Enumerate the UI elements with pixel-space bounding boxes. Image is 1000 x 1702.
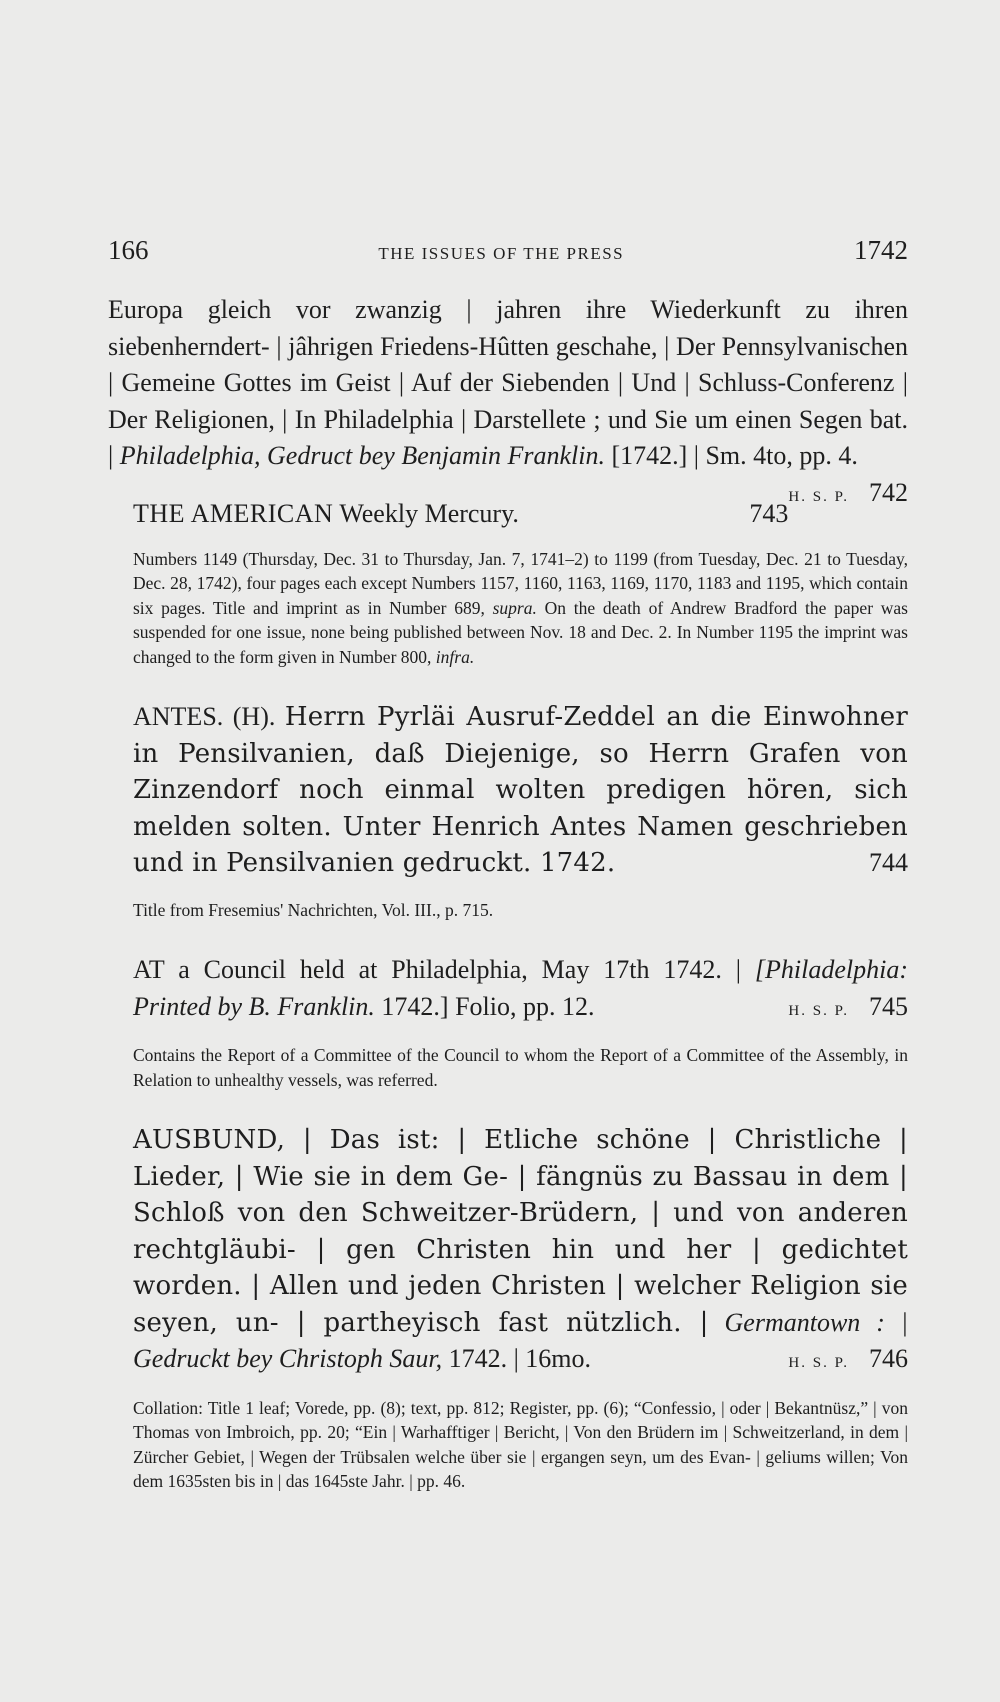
entry-744-text: Herrn Pyrläi Ausruf-Zeddel an die Einwohner in Pensilvanien, daß Diejenige, so Herrn Grafen von Zinzendorf noch einmal wolten predigen hören, sich melden solten. Unter Henrich Antes Namen geschrieben und in Pensilvanien gedruckt. 1742. bbox=[133, 702, 908, 878]
entry-745-note: Contains the Report of a Committee of the Council to whom the Report of a Committee of the Assembly, in Relation to unhealthy vessels, was referred. bbox=[133, 1045, 908, 1090]
page-body bbox=[108, 292, 908, 1494]
entry-742 bbox=[108, 292, 908, 507]
entry-742-text: Europa gleich vor zwanzig | jahren ihre Wiederkunft zu ihren siebenherndert- | jâhrigen Friedens-Hûtten geschahe, | Der Pennsylvanischen | Gemeine Gottes im Geist | Auf der Siebenden | Und | Schluss-Conferenz | Der Religionen, | In Philadelphia | Darstellete ; und Sie um einen Segen bat. | bbox=[108, 295, 908, 470]
entry-746-text: AUSBUND, | Das ist: | Etliche schöne | Christliche | Lieder, | Wie sie in dem Ge- | fängnüs zu Bassau in dem | Schloß von den Schweitzer-Brüdern, | und von anderen rechtgläubi- | gen Christen hin und her | gedichtet worden. | Allen und jeden Christen | welcher Religion sie seyen, un- | partheyisch fast nützlich. | bbox=[133, 1125, 908, 1338]
entry-743-note bbox=[108, 547, 908, 670]
entry-743-title-rest: Weekly Mercury. bbox=[339, 498, 519, 528]
entry-743-title-caps: THE AMERICAN bbox=[133, 498, 334, 528]
entry-744 bbox=[108, 699, 908, 882]
entry-746 bbox=[108, 1122, 908, 1378]
entry-742-imprint: Philadelphia, Gedruct bey Benjamin Franklin. bbox=[119, 441, 605, 470]
entry-746-imprint: Germantown : | Gedruckt bey Christoph Saur, bbox=[133, 1307, 908, 1373]
entry-744-number: 744 bbox=[869, 848, 908, 877]
running-title: THE ISSUES OF THE PRESS bbox=[378, 244, 625, 263]
entry-742-tail: [1742.] | Sm. 4to, pp. 4. bbox=[611, 441, 858, 470]
page-number: 166 bbox=[108, 235, 149, 265]
entry-746-number: 746 bbox=[869, 1344, 908, 1373]
entry-745-location: H. S. P. bbox=[788, 1002, 849, 1019]
entry-743-number: 743 bbox=[749, 498, 789, 528]
entry-745-imprint: [Philadelphia: Printed by B. Franklin. bbox=[133, 955, 909, 1021]
entry-743-note-infra: infra. bbox=[435, 646, 475, 667]
entry-746-tail: 1742. | 16mo. bbox=[448, 1344, 592, 1373]
entry-743-title bbox=[108, 499, 788, 529]
entry-742-location: H. S. P. bbox=[788, 488, 849, 505]
entry-746-note: Collation: Title 1 leaf; Vorede, pp. (8); text, pp. 812; Register, pp. (6); “Confessio, | oder | Bekantnüsz,” | von Thomas von Imbroich, pp. 20; “Ein | Warhafftiger | Bericht, | Von den Brüdern im | Schweitzerland, in dem | Zürcher Gebiet, | Wegen der Trübsalen welche über sie | ergangen seyn, um des Evan- | geliums willen; Von dem 1635sten bis in | das 1645ste Jahr. | pp. 46. bbox=[133, 1397, 908, 1491]
entry-743-note-supra: supra. bbox=[492, 597, 537, 618]
entry-745-text: AT a Council held at Philadelphia, May 17th 1742. | bbox=[133, 955, 741, 984]
entry-743-note-a: Numbers 1149 (Thursday, Dec. 31 to Thursday, Jan. 7, 1741–2) to 1199 (from Tuesday, Dec. 21 to Tuesday, Dec. 28, 1742), four pages each except Numbers 1157, 1160, 1163, 1169, 1170, 1183 and 1195, which contain six pages. Title and imprint as in Number 689, bbox=[133, 548, 908, 618]
running-header bbox=[108, 235, 908, 275]
entry-743-note-b: On the death of Andrew Bradford the paper was suspended for one issue, none being published between Nov. 18 and Dec. 2. In Number 1195 the imprint was changed to the form given in Number 800, bbox=[133, 597, 908, 667]
entry-744-note: Title from Fresemius' Nachrichten, Vol. III., p. 715. bbox=[133, 899, 494, 920]
header-year: 1742 bbox=[853, 235, 908, 265]
entry-745-number: 745 bbox=[869, 991, 908, 1021]
entry-745-tail: 1742.] Folio, pp. 12. bbox=[381, 991, 595, 1021]
entry-745 bbox=[108, 952, 908, 1025]
entry-746-location: H. S. P. bbox=[788, 1355, 849, 1371]
entry-744-author: ANTES. (H). bbox=[133, 702, 276, 731]
entry-742-number: 742 bbox=[869, 477, 908, 507]
